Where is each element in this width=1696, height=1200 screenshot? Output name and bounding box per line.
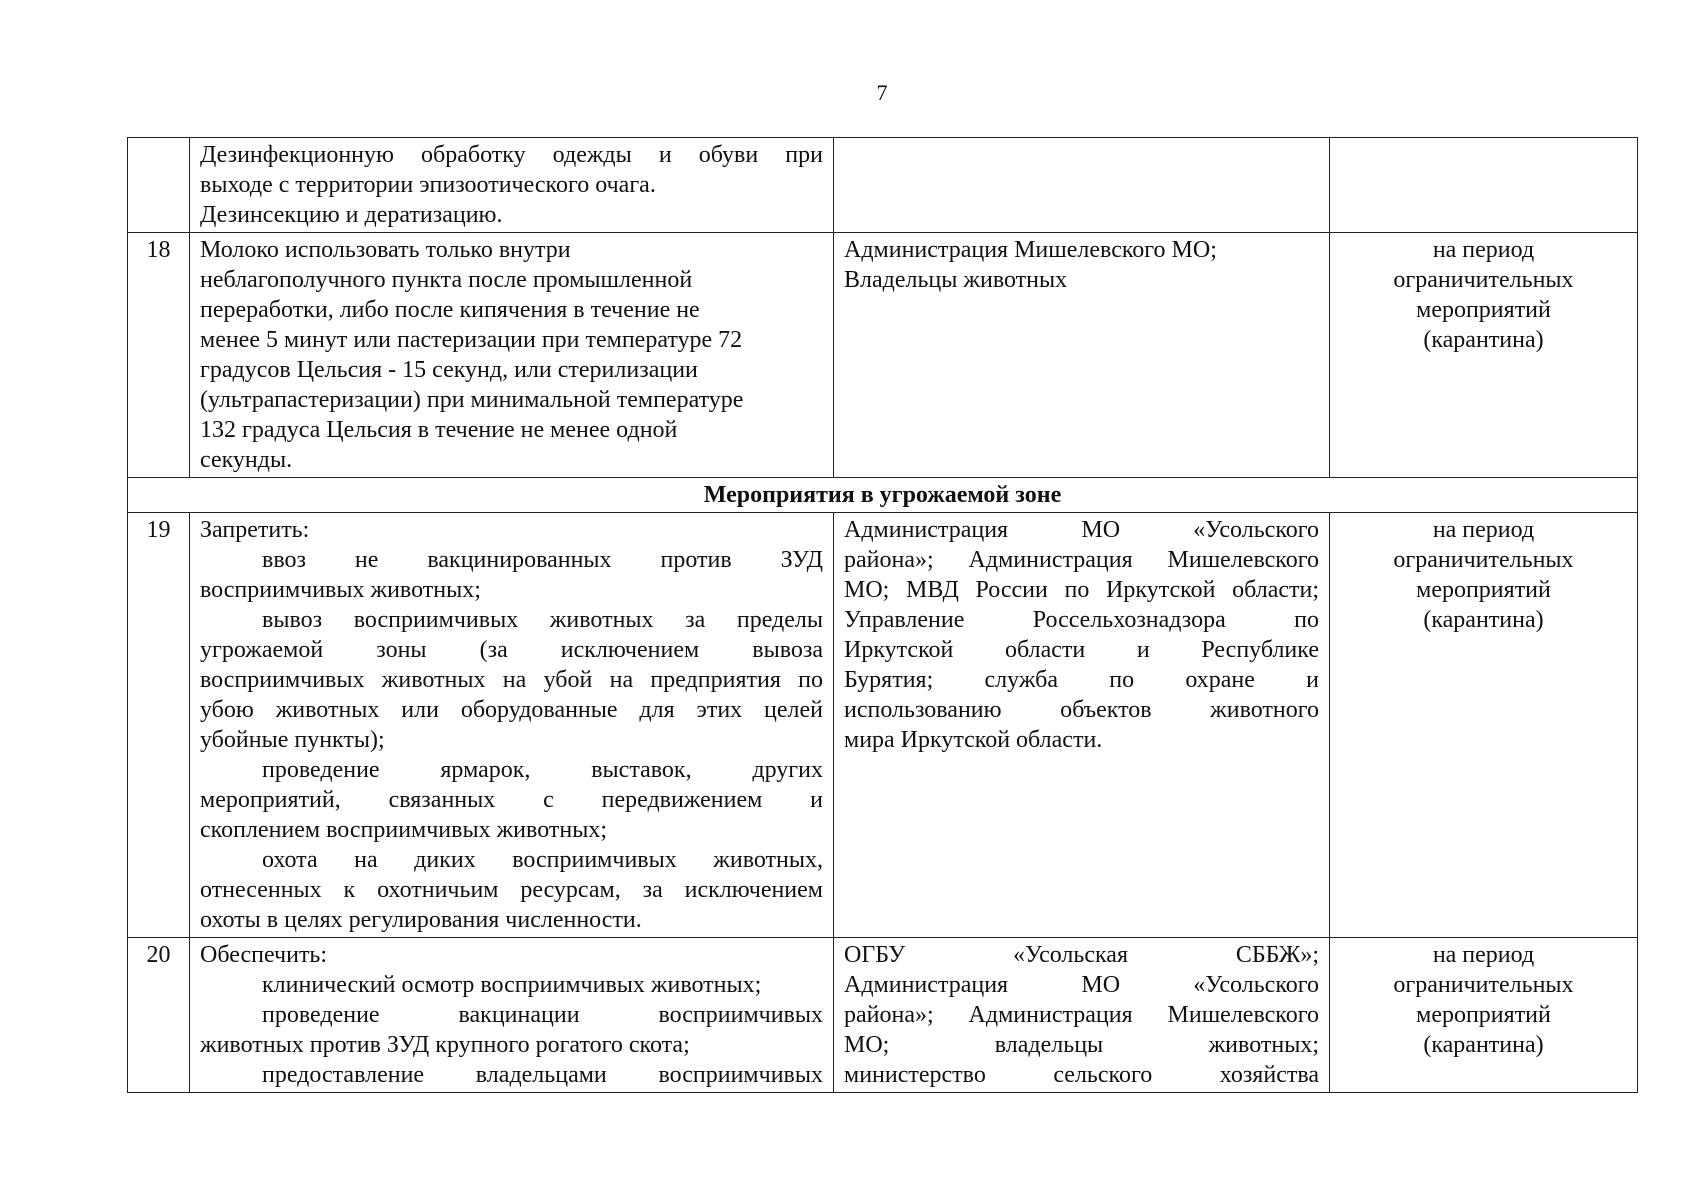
table-section-row	[128, 478, 1638, 513]
responsible-line: Иркутской области и Республике	[844, 637, 1319, 663]
period-line: (карантина)	[1423, 607, 1544, 633]
period-cell	[1330, 138, 1638, 233]
action-line: животных против ЗУД крупного рогатого скота;	[200, 1032, 690, 1058]
table-row-continuation	[128, 138, 1638, 233]
responsible-cell	[834, 513, 1330, 938]
measures-table	[127, 137, 1638, 1093]
action-line: убойные пункты);	[200, 727, 385, 753]
responsible-line: Администрация Мишелевского МО;	[844, 237, 1217, 263]
period-cell	[1330, 233, 1638, 478]
responsible-line: МО; МВД России по Иркутской области;	[844, 577, 1319, 603]
section-title: Мероприятия в угрожаемой зоне	[128, 478, 1638, 513]
action-line: предоставление владельцами восприимчивых	[262, 1062, 823, 1088]
action-line: мероприятий, связанных с передвижением и	[200, 787, 823, 813]
period-line: на период	[1432, 517, 1535, 543]
responsible-line: ОГБУ «Усольская СББЖ»;	[844, 942, 1319, 968]
action-line: отнесенных к охотничьим ресурсам, за исключением	[200, 877, 823, 903]
table-row-18	[128, 233, 1638, 478]
responsible-line: МО; владельцы животных;	[844, 1032, 1319, 1058]
action-line: угрожаемой зоны (за исключением вывоза	[200, 637, 823, 663]
action-line: выходе с территории эпизоотического очага.	[200, 172, 656, 198]
action-line: переработки, либо после кипячения в течение не	[200, 297, 700, 323]
row-number-cell	[128, 138, 190, 233]
period-line: ограничительных	[1393, 267, 1574, 293]
table-row-19	[128, 513, 1638, 938]
action-line: Дезинфекционную обработку одежды и обуви при	[200, 142, 823, 168]
page-number: 7	[876, 80, 888, 105]
period-line: мероприятий	[1416, 1002, 1551, 1028]
responsible-line: района»; Администрация Мишелевского	[844, 547, 1319, 573]
responsible-cell	[834, 138, 1330, 233]
action-line: (ультрапастеризации) при минимальной температуре	[200, 387, 744, 413]
table-row-20	[128, 938, 1638, 1093]
responsible-line: министерство сельского хозяйства	[844, 1062, 1319, 1088]
responsible-line: использованию объектов животного	[844, 697, 1319, 723]
period-line: на период	[1432, 237, 1535, 263]
row-number-cell: 20	[128, 938, 190, 1093]
period-cell	[1330, 938, 1638, 1093]
action-line: 132 градуса Цельсия в течение не менее одной	[200, 417, 678, 443]
action-line: менее 5 минут или пастеризации при температуре 72	[200, 327, 743, 353]
action-line: Дезинсекцию и дератизацию.	[200, 202, 503, 228]
action-line: градусов Цельсия - 15 секунд, или стерилизации	[200, 357, 698, 383]
action-cell	[190, 938, 834, 1093]
action-line: Запретить:	[200, 517, 310, 543]
period-line: ограничительных	[1393, 547, 1574, 573]
responsible-line: Бурятия; служба по охране и	[844, 667, 1319, 693]
period-line: на период	[1432, 942, 1535, 968]
action-line: охоты в целях регулирования численности.	[200, 907, 642, 933]
action-line: охота на диких восприимчивых животных,	[262, 847, 823, 873]
row-number-cell: 18	[128, 233, 190, 478]
action-cell	[190, 233, 834, 478]
action-line: секунды.	[200, 447, 293, 473]
action-line: Молоко использовать только внутри	[200, 237, 571, 263]
action-line: восприимчивых животных;	[200, 577, 481, 603]
action-line: ввоз не вакцинированных против ЗУД	[262, 547, 823, 573]
responsible-cell	[834, 938, 1330, 1093]
responsible-line: Управление Россельхознадзора по	[844, 607, 1319, 633]
period-line: ограничительных	[1393, 972, 1574, 998]
action-line: убою животных или оборудованные для этих целей	[200, 697, 823, 723]
action-cell	[190, 513, 834, 938]
period-line: мероприятий	[1416, 297, 1551, 323]
period-line: (карантина)	[1423, 327, 1544, 353]
action-line: клинический осмотр восприимчивых животных;	[262, 972, 762, 998]
action-cell	[190, 138, 834, 233]
action-line: проведение ярмарок, выставок, других	[262, 757, 823, 783]
responsible-line: Администрация МО «Усольского	[844, 972, 1319, 998]
responsible-line: Владельцы животных	[844, 267, 1068, 293]
responsible-line: района»; Администрация Мишелевского	[844, 1002, 1319, 1028]
responsible-line: Администрация МО «Усольского	[844, 517, 1319, 543]
action-line: восприимчивых животных на убой на предприятия по	[200, 667, 823, 693]
action-line: неблагополучного пункта после промышленной	[200, 267, 693, 293]
period-line: мероприятий	[1416, 577, 1551, 603]
action-line: скоплением восприимчивых животных;	[200, 817, 608, 843]
action-line: Обеспечить:	[200, 942, 328, 968]
action-line: вывоз восприимчивых животных за пределы	[262, 607, 823, 633]
action-line: проведение вакцинации восприимчивых	[262, 1002, 823, 1028]
period-line: (карантина)	[1423, 1032, 1544, 1058]
responsible-cell	[834, 233, 1330, 478]
period-cell	[1330, 513, 1638, 938]
responsible-line: мира Иркутской области.	[844, 727, 1103, 753]
row-number-cell: 19	[128, 513, 190, 938]
